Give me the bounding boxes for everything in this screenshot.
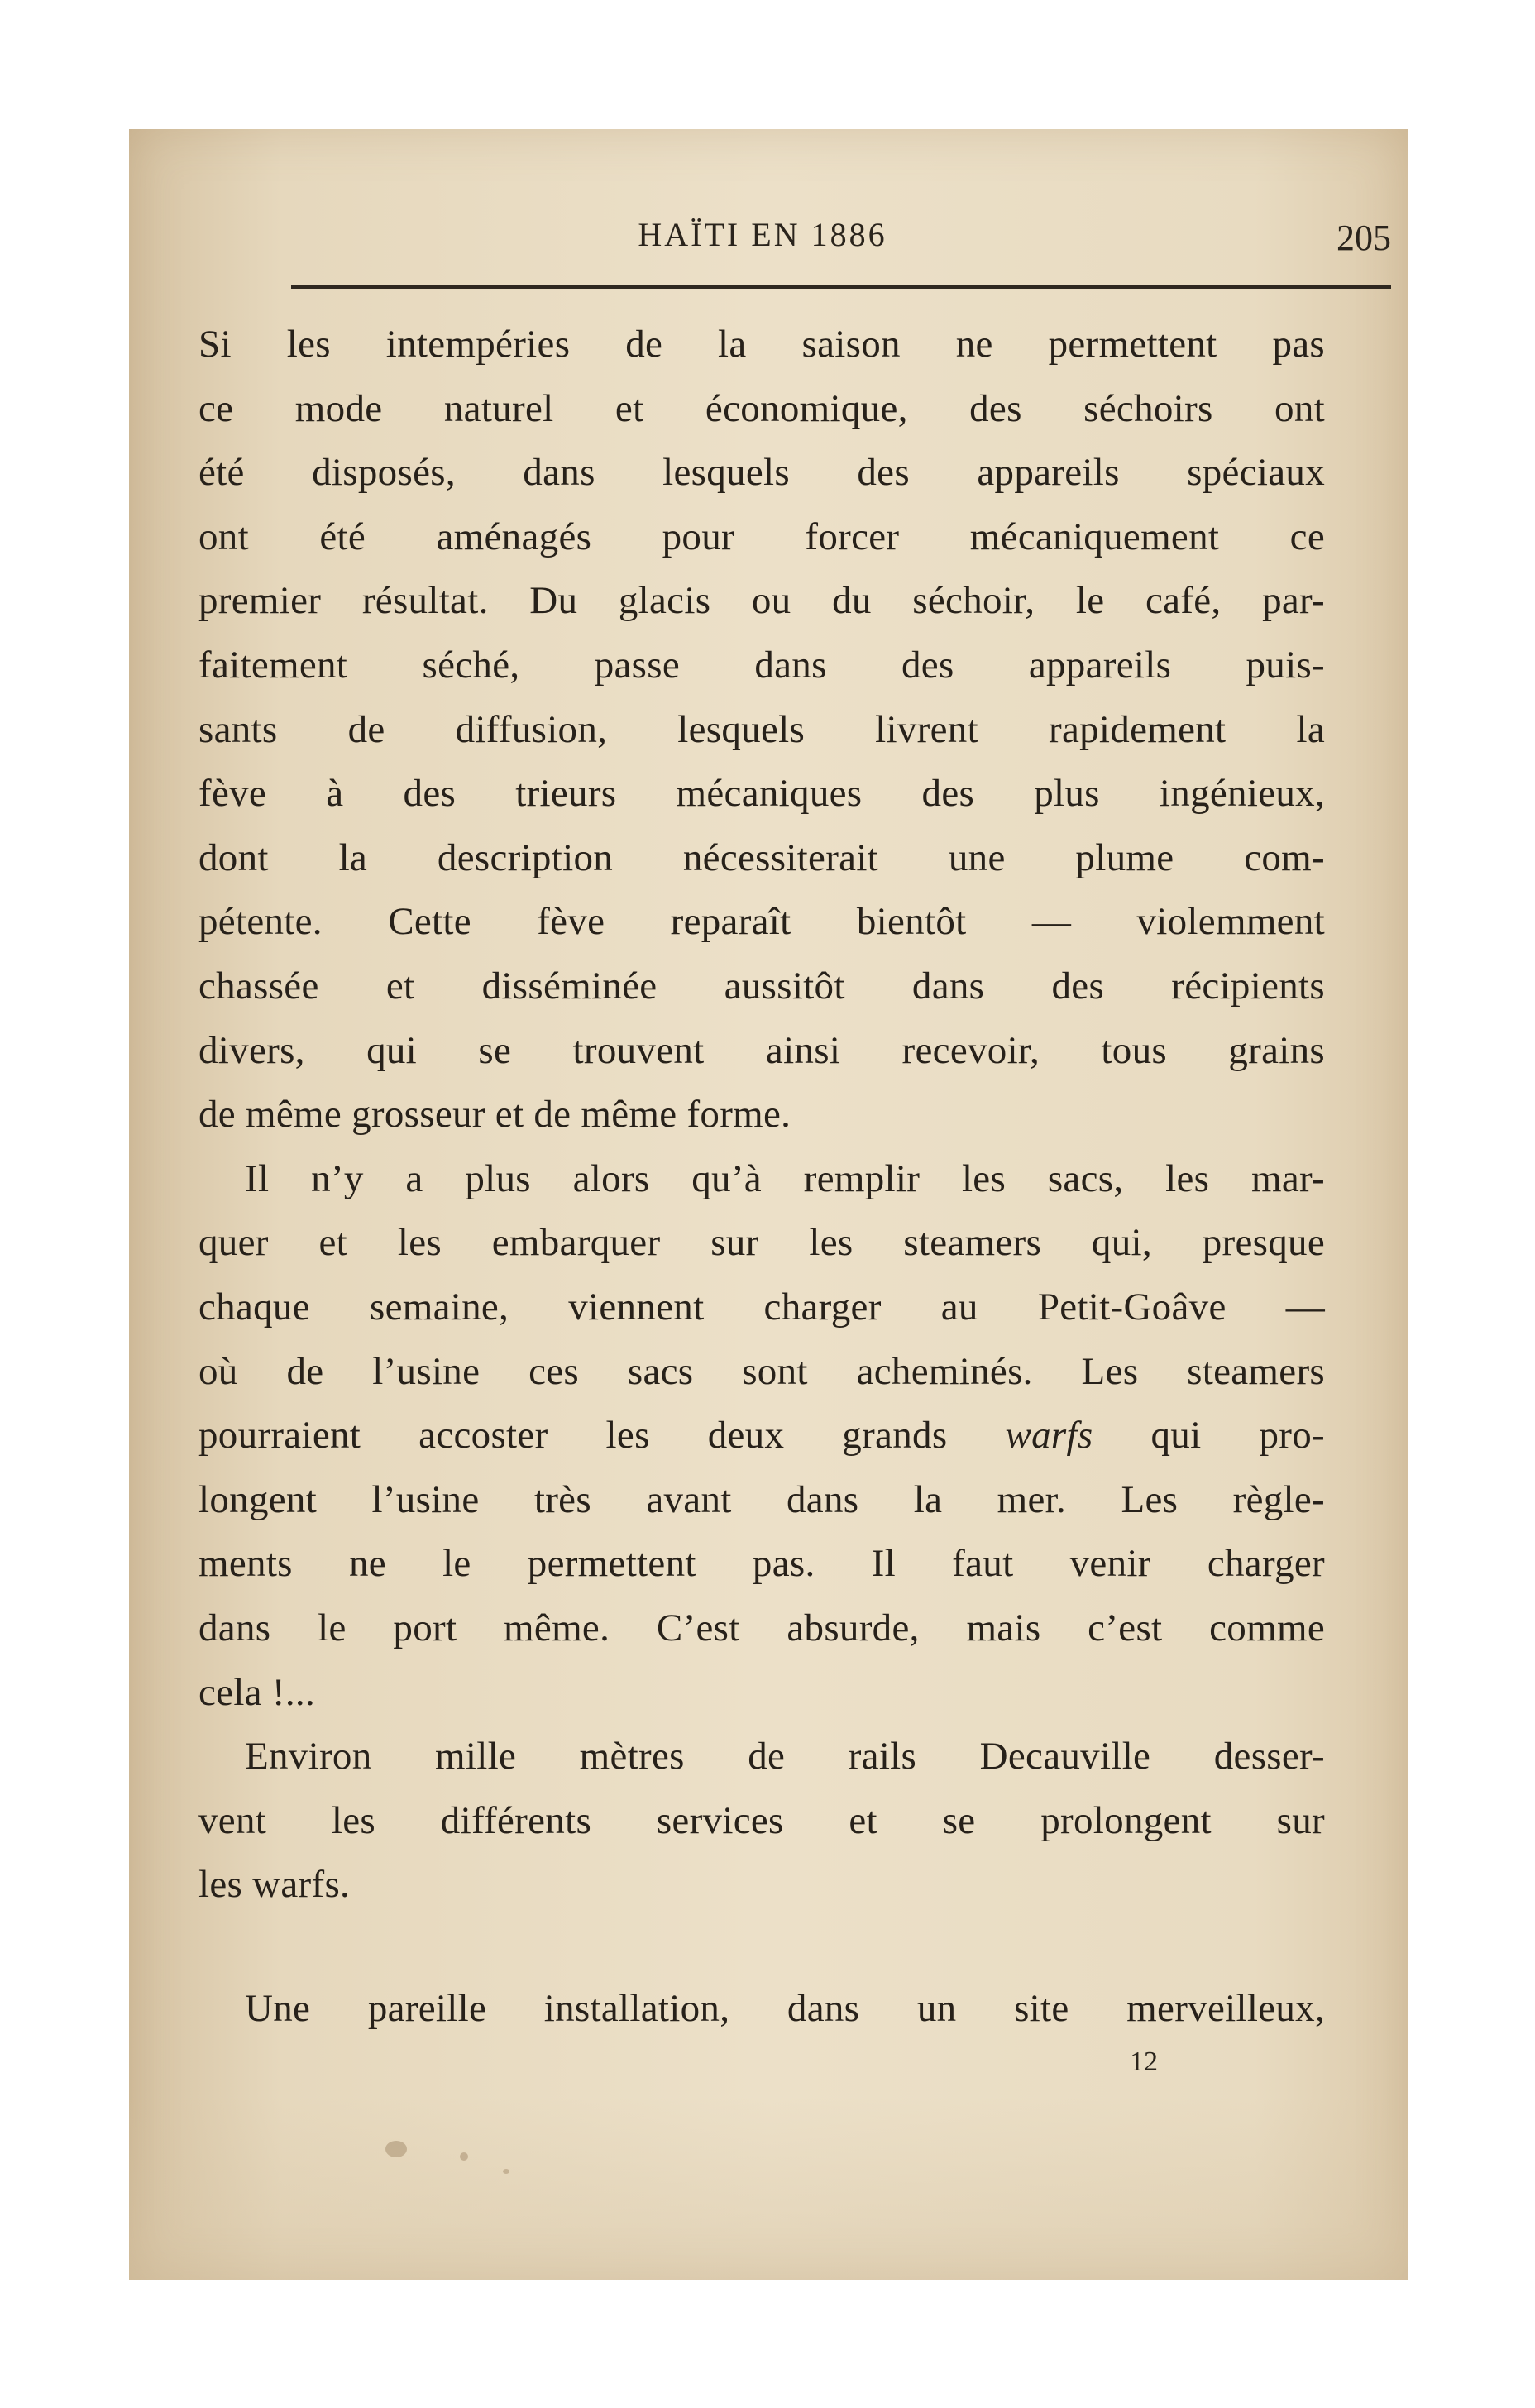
text-line: longent l’usine très avant dans la mer. Les règle- xyxy=(198,1477,1325,1521)
text-line: dans le port même. C’est absurde, mais c’est comme xyxy=(198,1606,1325,1649)
italic-word: warfs xyxy=(1005,1414,1093,1458)
foxing-spot xyxy=(503,2169,509,2174)
signature-mark: 12 xyxy=(1130,2047,1158,2077)
text-line: ments ne le permettent pas. Il faut venir charger xyxy=(198,1542,1325,1586)
text-line: sants de diffusion, lesquels livrent rapidement la xyxy=(198,707,1325,751)
running-title: HAÏTI EN 1886 xyxy=(638,216,887,253)
text-line: divers, qui se trouvent ainsi recevoir, tous grains xyxy=(198,1028,1325,1072)
page-number: 205 xyxy=(1337,218,1391,258)
text-line: ont été aménagés pour forcer mécaniquement ce xyxy=(198,515,1325,558)
text-line: chaque semaine, viennent charger au Petit-Goâve — xyxy=(198,1285,1325,1328)
text-line: fève à des trieurs mécaniques des plus ingénieux, xyxy=(198,772,1325,816)
text-line: ce mode naturel et économique, des séchoirs ont xyxy=(198,386,1325,430)
text-line: Une pareille installation, dans un site merveilleux, xyxy=(245,1987,1325,2030)
text-line: de même grosseur et de même forme. xyxy=(198,1093,791,1137)
text-line-with-italic xyxy=(198,1404,1325,1468)
text-line: faitement séché, passe dans des appareils puis- xyxy=(198,644,1325,687)
text-segment: qui pro- xyxy=(1093,1414,1325,1458)
text-line: chassée et disséminée aussitôt dans des récipients xyxy=(198,965,1325,1008)
text-line: pétente. Cette fève reparaît bientôt — violemment xyxy=(198,900,1325,944)
text-line: premier résultat. Du glacis ou du séchoir, le café, par- xyxy=(198,579,1325,623)
text-line: Environ mille mètres de rails Decauville desser- xyxy=(245,1735,1325,1778)
foxing-spot xyxy=(385,2141,407,2157)
text-segment: pourraient accoster les deux grands xyxy=(198,1414,1006,1458)
text-line: Il n’y a plus alors qu’à remplir les sacs, les mar- xyxy=(245,1156,1325,1200)
text-line: où de l’usine ces sacs sont acheminés. Les steamers xyxy=(198,1349,1325,1393)
text-line: dont la description nécessiterait une plume com- xyxy=(198,835,1325,879)
text-line: les warfs. xyxy=(198,1863,351,1907)
header-rule xyxy=(291,285,1391,289)
text-line: été disposés, dans lesquels des appareils spéciaux xyxy=(198,451,1325,495)
page-header xyxy=(291,215,1391,265)
text-line: cela !... xyxy=(198,1670,315,1714)
text-line: vent les différents services et se prolongent sur xyxy=(198,1798,1325,1842)
book-page xyxy=(129,129,1408,2280)
text-line: Si les intempéries de la saison ne permettent pas xyxy=(198,323,1325,366)
foxing-spot xyxy=(460,2152,468,2161)
text-line: quer et les embarquer sur les steamers qui, presque xyxy=(198,1221,1325,1265)
